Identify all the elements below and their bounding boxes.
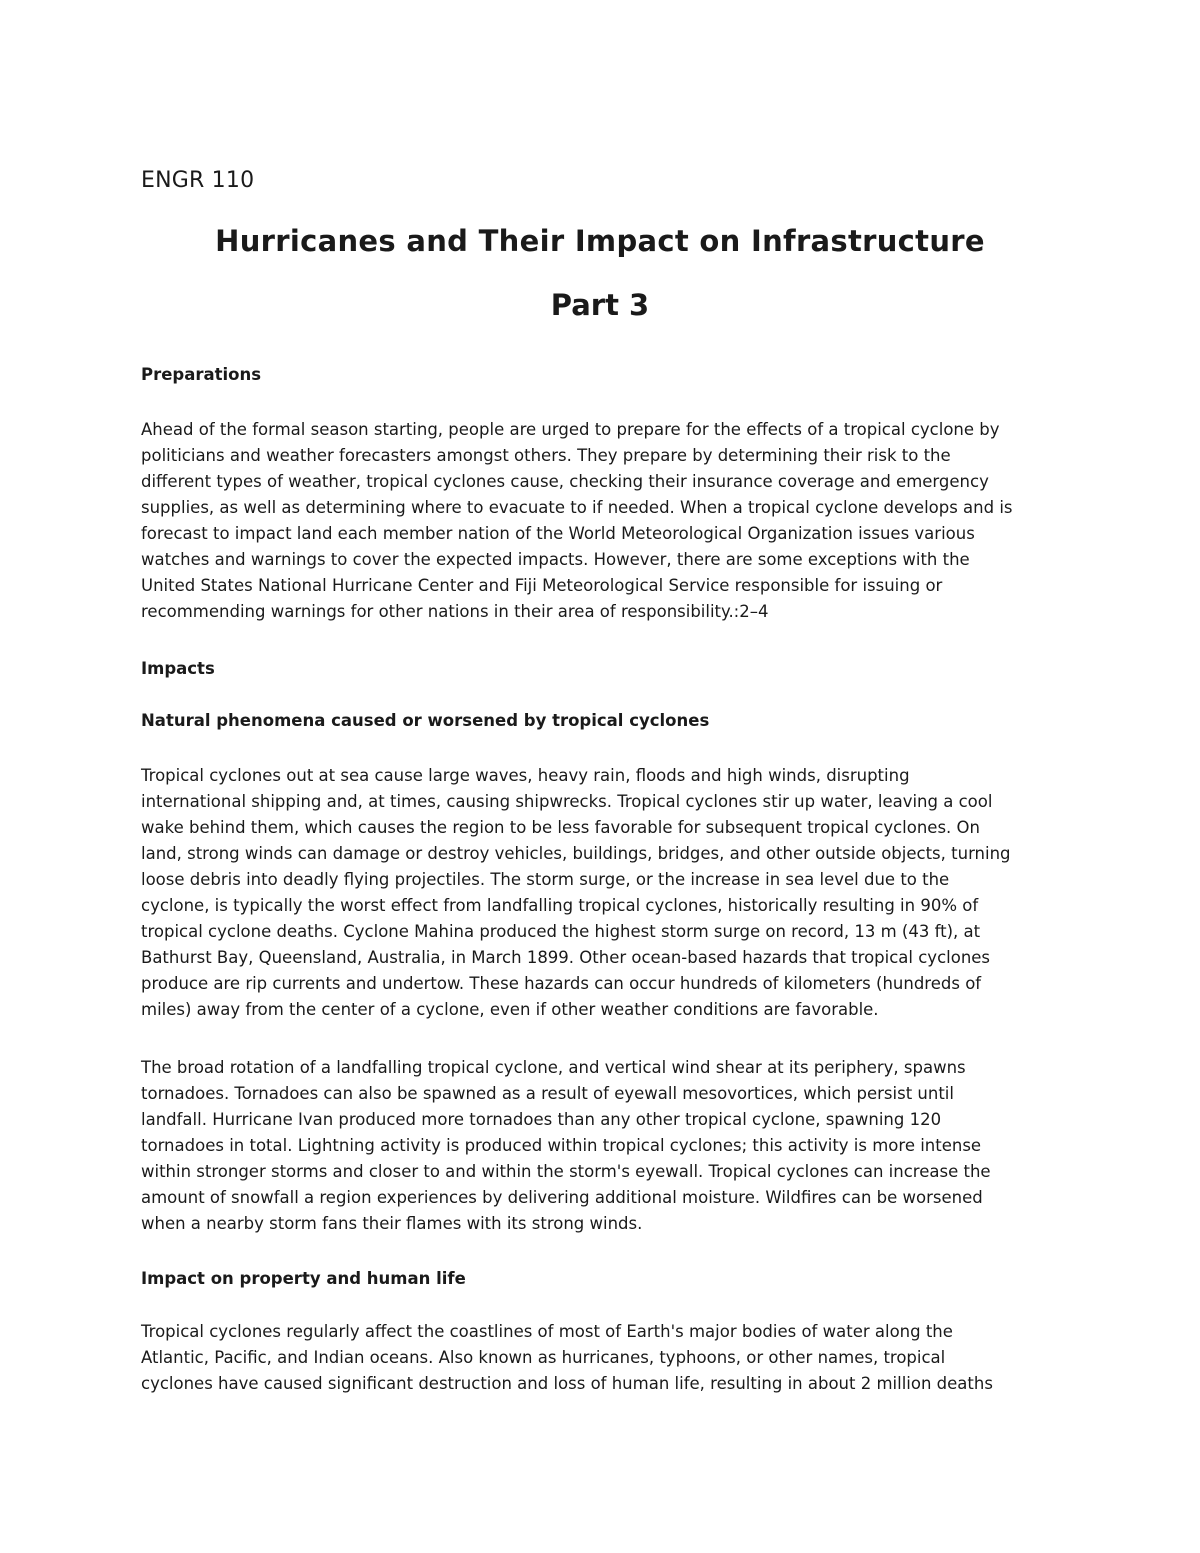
paragraph-line: loose debris into deadly flying projectiles. The storm surge, or the increase in sea level due to the <box>141 870 950 889</box>
heading-preparations: Preparations <box>141 365 262 384</box>
paragraph-line: cyclones have caused significant destruction and loss of human life, resulting in about 2 million deaths <box>141 1374 993 1393</box>
paragraph-line: supplies, as well as determining where to evacuate to if needed. When a tropical cyclone develops and is <box>141 498 1013 517</box>
paragraph-line: forecast to impact land each member nation of the World Meteorological Organization issues various <box>141 524 975 543</box>
document-subtitle: Part 3 <box>550 288 650 322</box>
document-title: Hurricanes and Their Impact on Infrastructure <box>215 224 985 258</box>
paragraph-line: Tropical cyclones regularly affect the coastlines of most of Earth's major bodies of water along the <box>141 1322 953 1341</box>
paragraph-line: Tropical cyclones out at sea cause large waves, heavy rain, floods and high winds, disrupting <box>141 766 910 785</box>
heading-impact-property: Impact on property and human life <box>141 1269 466 1288</box>
paragraph-line: different types of weather, tropical cyclones cause, checking their insurance coverage and emergency <box>141 472 989 491</box>
paragraph-line: international shipping and, at times, causing shipwrecks. Tropical cyclones stir up water, leaving a cool <box>141 792 993 811</box>
paragraph-preparations <box>141 417 1061 625</box>
paragraph-line: tornadoes in total. Lightning activity is produced within tropical cyclones; this activity is more intense <box>141 1136 982 1155</box>
paragraph-line: amount of snowfall a region experiences by delivering additional moisture. Wildfires can be worsened <box>141 1188 983 1207</box>
course-code: ENGR 110 <box>141 168 255 193</box>
paragraph-line: within stronger storms and closer to and within the storm's eyewall. Tropical cyclones can increase the <box>141 1162 991 1181</box>
heading-natural-phenomena: Natural phenomena caused or worsened by tropical cyclones <box>141 711 710 730</box>
paragraph-line: tornadoes. Tornadoes can also be spawned as a result of eyewall mesovortices, which persist until <box>141 1084 954 1103</box>
paragraph-line: watches and warnings to cover the expected impacts. However, there are some exceptions with the <box>141 550 970 569</box>
paragraph-line: land, strong winds can damage or destroy vehicles, buildings, bridges, and other outside objects, turning <box>141 844 1011 863</box>
paragraph-line: when a nearby storm fans their flames with its strong winds. <box>141 1214 643 1233</box>
paragraph-natural-1 <box>141 763 1061 1023</box>
paragraph-line: Ahead of the formal season starting, people are urged to prepare for the effects of a tropical cyclone by <box>141 420 1000 439</box>
paragraph-line: Atlantic, Pacific, and Indian oceans. Also known as hurricanes, typhoons, or other names, tropical <box>141 1348 946 1367</box>
paragraph-natural-2 <box>141 1055 1061 1237</box>
paragraph-line: landfall. Hurricane Ivan produced more tornadoes than any other tropical cyclone, spawning 120 <box>141 1110 942 1129</box>
paragraph-property <box>141 1319 1061 1397</box>
paragraph-line: The broad rotation of a landfalling tropical cyclone, and vertical wind shear at its periphery, spawns <box>141 1058 966 1077</box>
paragraph-line: recommending warnings for other nations in their area of responsibility.:2–4 <box>141 602 769 621</box>
paragraph-line: produce are rip currents and undertow. These hazards can occur hundreds of kilometers (hundreds of <box>141 974 982 993</box>
paragraph-line: politicians and weather forecasters amongst others. They prepare by determining their risk to the <box>141 446 951 465</box>
paragraph-line: United States National Hurricane Center and Fiji Meteorological Service responsible for issuing or <box>141 576 943 595</box>
paragraph-line: Bathurst Bay, Queensland, Australia, in March 1899. Other ocean-based hazards that tropical cyclones <box>141 948 991 967</box>
heading-impacts: Impacts <box>141 659 215 678</box>
paragraph-line: wake behind them, which causes the region to be less favorable for subsequent tropical cyclones. On <box>141 818 980 837</box>
paragraph-line: cyclone, is typically the worst effect from landfalling tropical cyclones, historically resulting in 90% of <box>141 896 979 915</box>
paragraph-line: tropical cyclone deaths. Cyclone Mahina produced the highest storm surge on record, 13 m (43 ft), at <box>141 922 981 941</box>
paragraph-line: miles) away from the center of a cyclone, even if other weather conditions are favorable. <box>141 1000 879 1019</box>
